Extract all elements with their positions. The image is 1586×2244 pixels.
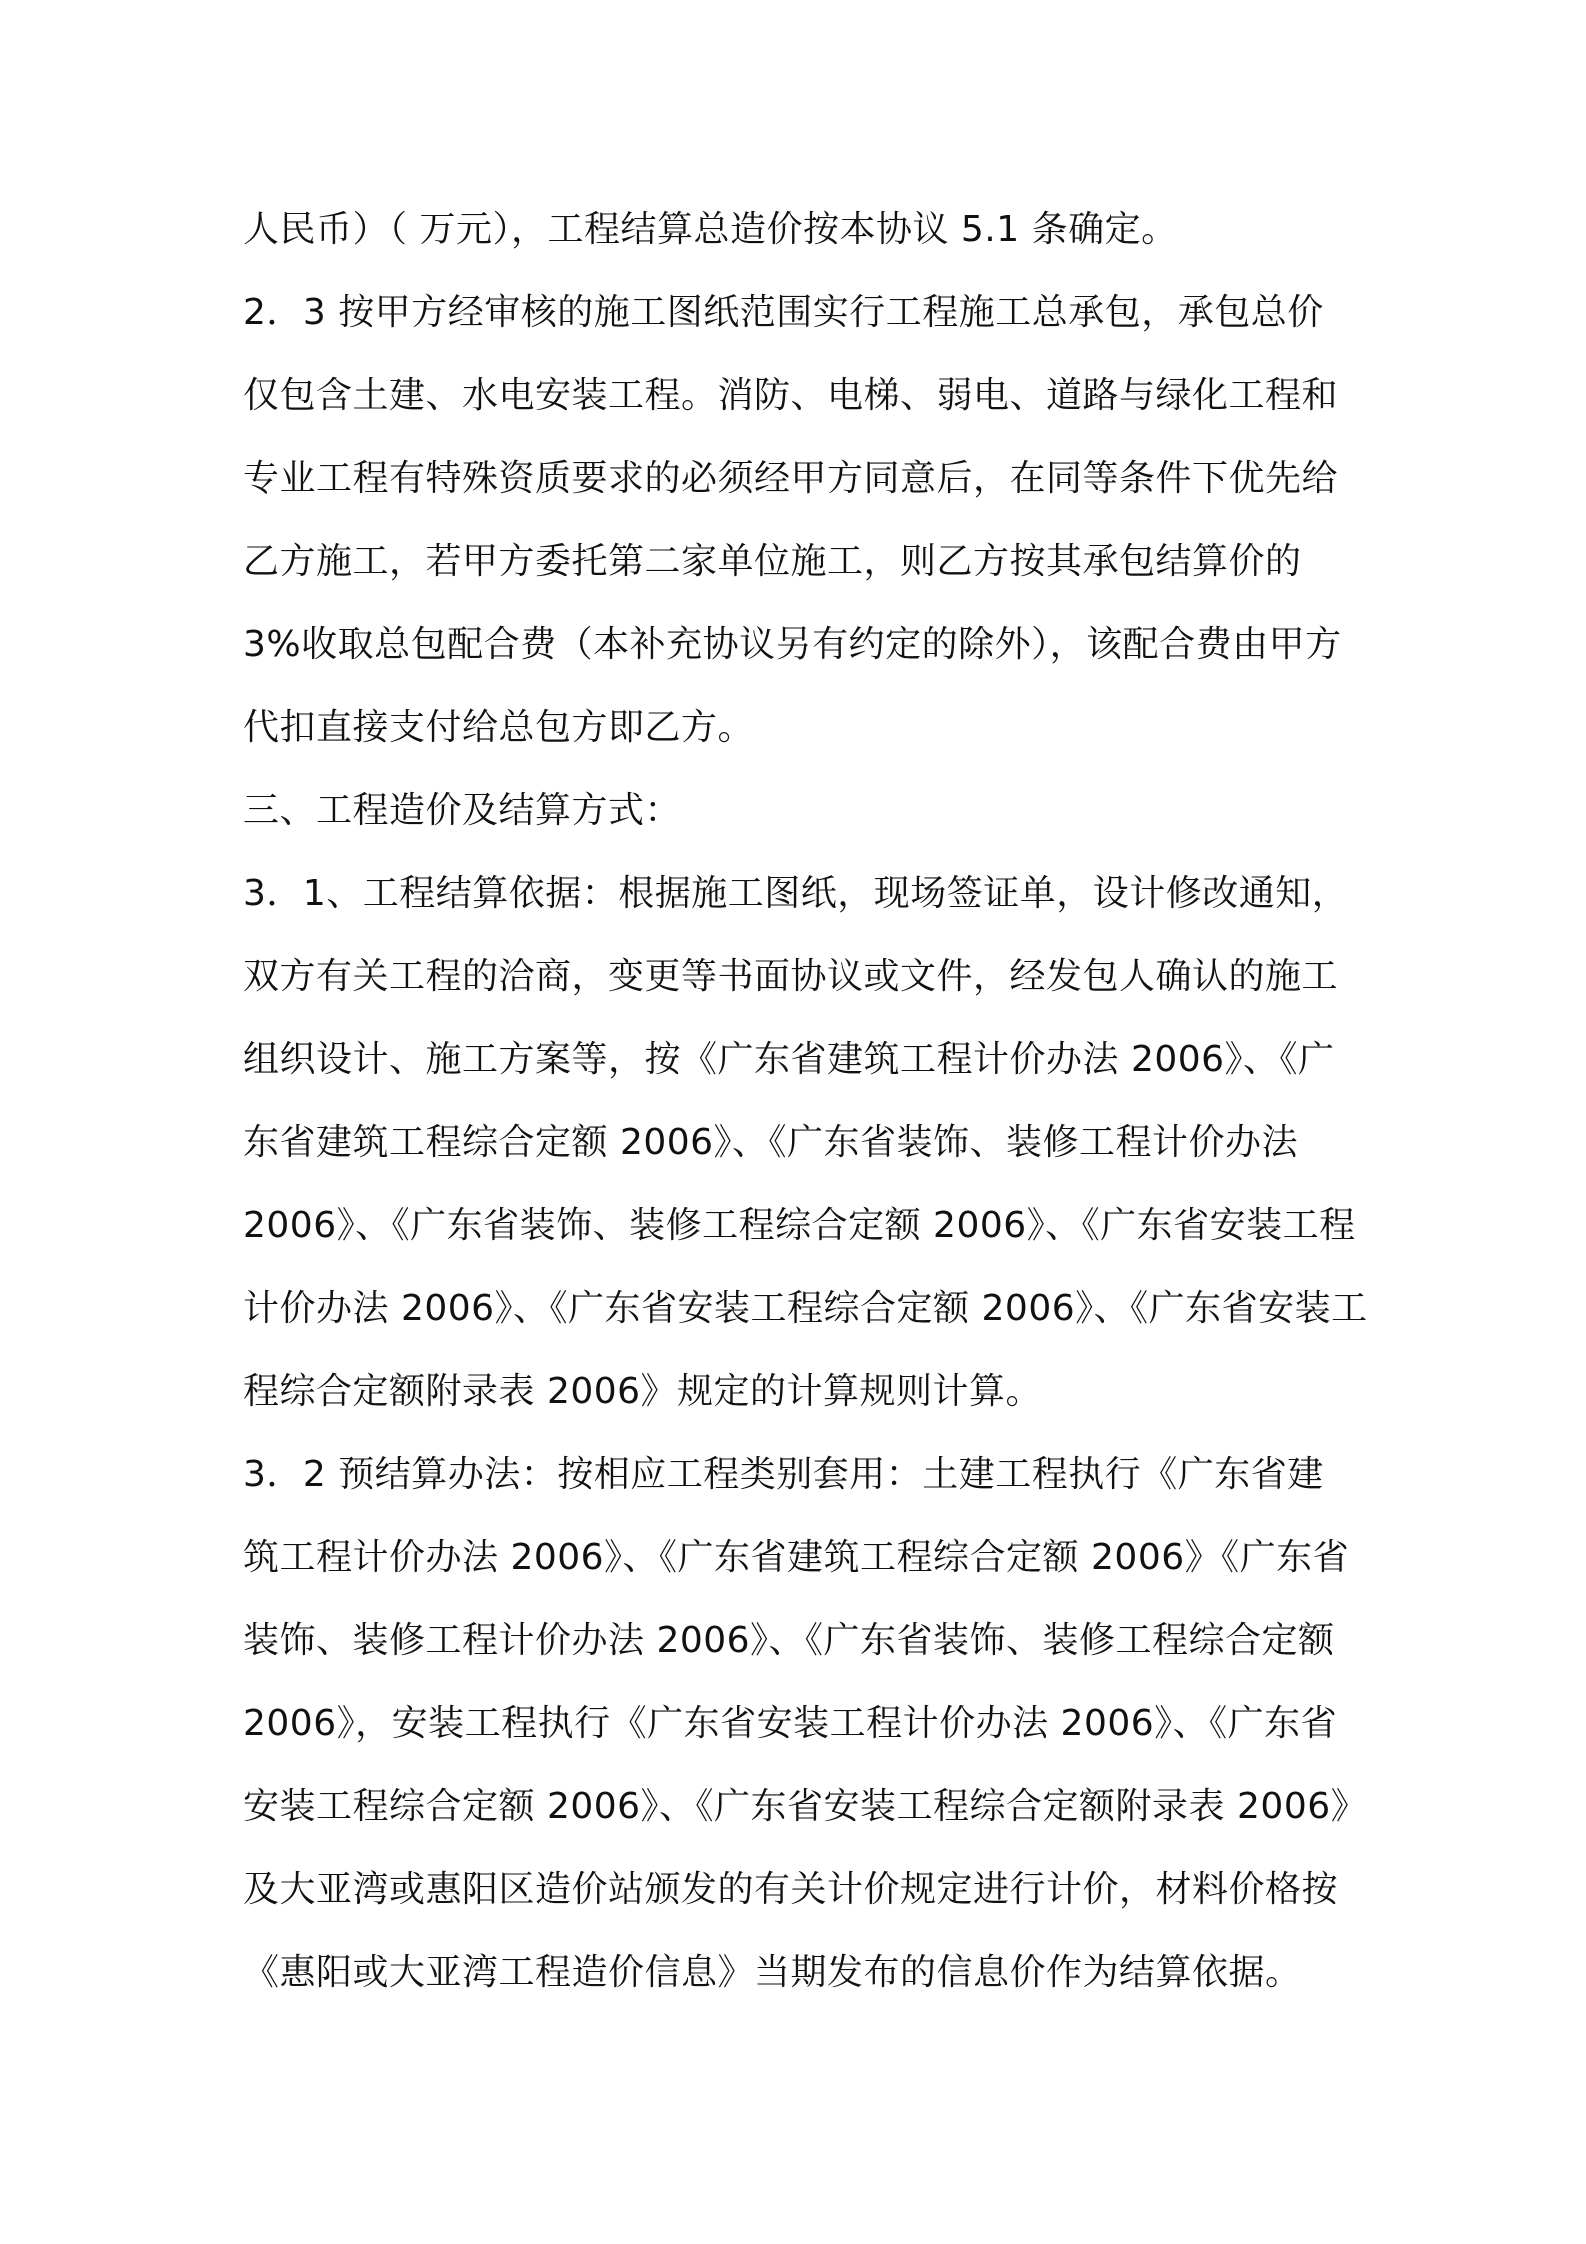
text-line-21: 及大亚湾或惠阳区造价站颁发的有关计价规定进行计价，材料价格按 (243, 1869, 1339, 1910)
text-line-9: 3．1、工程结算依据：根据施工图纸，现场签证单，设计修改通知， (243, 873, 1349, 914)
text-line-10: 双方有关工程的洽商，变更等书面协议或文件，经发包人确认的施工 (243, 956, 1339, 997)
text-line-17: 筑工程计价办法 2006》、《广东省建筑工程综合定额 2006》《广东省 (243, 1537, 1350, 1578)
text-line-18: 装饰、装修工程计价办法 2006》、《广东省装饰、装修工程综合定额 (243, 1620, 1335, 1661)
text-line-19: 2006》，安装工程执行《广东省安装工程计价办法 2006》、《广东省 (243, 1703, 1338, 1744)
text-line-14: 计价办法 2006》、《广东省安装工程综合定额 2006》、《广东省安装工 (243, 1288, 1368, 1329)
text-line-5: 乙方施工，若甲方委托第二家单位施工，则乙方按其承包结算价的 (243, 541, 1302, 582)
text-line-20: 安装工程综合定额 2006》、《广东省安装工程综合定额附录表 2006》 (243, 1786, 1368, 1827)
section-heading: 三、工程造价及结算方式： (243, 790, 682, 831)
text-line-15: 程综合定额附录表 2006》规定的计算规则计算。 (243, 1371, 1043, 1412)
text-line-4: 专业工程有特殊资质要求的必须经甲方同意后，在同等条件下优先给 (243, 458, 1339, 499)
text-line-12: 东省建筑工程综合定额 2006》、《广东省装饰、装修工程计价办法 (243, 1122, 1299, 1163)
text-line-13: 2006》、《广东省装饰、装修工程综合定额 2006》、《广东省安装工程 (243, 1205, 1356, 1246)
text-line-1: 人民币）（ 万元），工程结算总造价按本协议 5.1 条确定。 (243, 209, 1178, 250)
text-line-6: 3%收取总包配合费（本补充协议另有约定的除外），该配合费由甲方 (243, 624, 1342, 665)
text-line-7: 代扣直接支付给总包方即乙方。 (243, 707, 755, 748)
text-line-11: 组织设计、施工方案等，按《广东省建筑工程计价办法 2006》、《广 (243, 1039, 1335, 1080)
text-line-2: 2．3 按甲方经审核的施工图纸范围实行工程施工总承包，承包总价 (243, 292, 1324, 333)
text-line-3: 仅包含土建、水电安装工程。消防、电梯、弱电、道路与绿化工程和 (243, 375, 1339, 416)
text-line-16: 3．2 预结算办法：按相应工程类别套用：土建工程执行《广东省建 (243, 1454, 1324, 1495)
text-line-22: 《惠阳或大亚湾工程造价信息》当期发布的信息价作为结算依据。 (243, 1952, 1302, 1993)
